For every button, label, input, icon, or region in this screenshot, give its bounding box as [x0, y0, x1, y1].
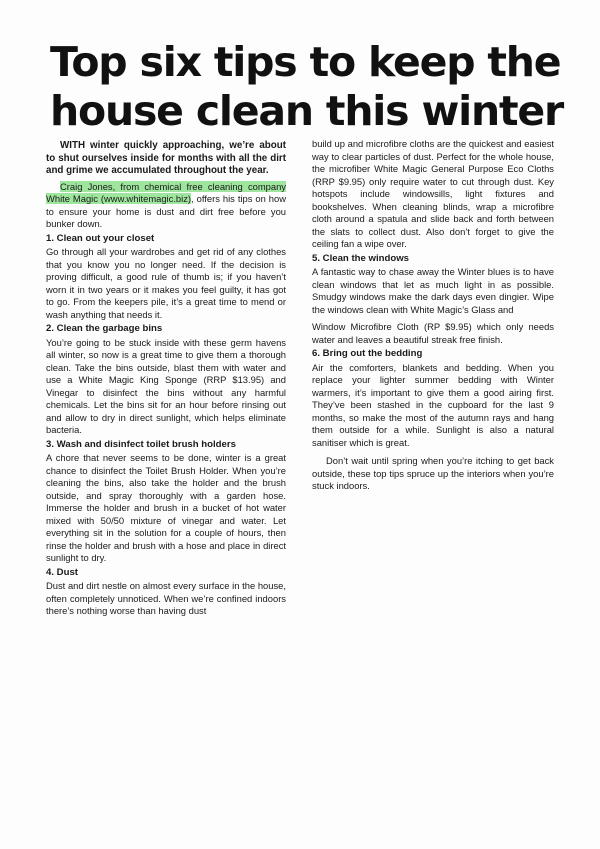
lead-paragraph — [46, 181, 286, 231]
closing-paragraph: Don’t wait until spring when you’re itching to get back outside, these top tips spruce up the interiors when you’re stuck indoors. — [312, 455, 554, 491]
column-right — [312, 138, 554, 493]
headline-line-1: Top six tips to keep the — [50, 38, 561, 86]
lead-rest: , offers his tips on how to ensure your home is dust and dirt free before you bunker down. — [46, 193, 286, 229]
section-5-body-end: Window Microfibre Cloth (RP $9.95) which only needs water and leaves a beautiful streak free finish. — [312, 321, 554, 345]
section-2-body: You’re going to be stuck inside with these germ havens all winter, so now is a great time to give them a thorough clean. Take the bins outside, blast them with water and use a White Magic King Sponge (RRP $13.95) and Vinegar to disinfect the bins without any harmful chemicals. Let the bins sit for an hour before rinsing out and allow to dry in direct sunlight, which helps eliminate bacteria. — [46, 336, 286, 435]
section-3-body: A chore that never seems to be done, winter is a great chance to disinfect the Toilet Brush Holder. When you’re cleaning the bins, also take the holder and the brush outside, and spray thoroughly with a garden hose. Immerse the holder and brush in a bucket of hot water mixed with 50/50 mixture of vinegar and water. Let everything sit in the solution for a couple of hours, then rinse the holder and brush with a hose and place in direct sunlight to dry. — [46, 452, 286, 563]
section-6-title: 6. Bring out the bedding — [312, 348, 423, 359]
column-left — [46, 140, 286, 618]
section-3-title: 3. Wash and disinfect toilet brush holders — [46, 438, 236, 450]
section-5-title: 5. Clean the windows — [312, 252, 410, 264]
intro-paragraph: WITH winter quickly approaching, we’re about to shut ourselves inside for months with all the dirt and grime we accumulated throughout the year. — [46, 140, 286, 176]
section-4-body-end: build up and microfibre cloths are the quickest and easiest way to clear particles of dust. Perfect for the whole house, the microfiber White Magic General Purpose Eco Cloths (RRP $9.95) only require water to cut through dust. Key hotspots include windowsills, light fixtures and bookshelves. When cleaning blinds, wrap a microfibre cloth around a spatula and slide back and forth between the slats to collect dust. Also don’t forget to give the ceiling fan a wipe over. — [312, 138, 554, 249]
headline — [50, 38, 580, 136]
section-1-body: Go through all your wardrobes and get rid of any clothes that you know you no longer need. If the decision is proving difficult, a good rule of thumb is; if you haven’t worn it in two years or it makes you feel guilty, it has got to go. From the keepers pile, it’s a great time to mend or wash anything that needs it. — [46, 246, 286, 320]
section-4-body-start: Dust and dirt nestle on almost every surface in the house, often completely unnoticed. When we’re confined indoors there’s nothing worse than having dust — [46, 580, 286, 616]
section-5-body-start: A fantastic way to chase away the Winter blues is to have clean windows that let as much light in as possible. Smudgy windows make the dark days even dingier. Wipe the windows clean with White Magic’s Glass and — [312, 266, 554, 315]
headline-line-2: house clean this winter — [50, 87, 563, 135]
section-2-title: 2. Clean the garbage bins — [46, 323, 163, 334]
section-4-title: 4. Dust — [46, 566, 78, 578]
highlighted-source: Craig Jones, from chemical free cleaning company White Magic (www.whitemagic.biz) — [46, 180, 286, 204]
section-1-title: 1. Clean out your closet — [46, 232, 155, 244]
section-6-body: Air the comforters, blankets and bedding. When you replace your lighter summer bedding with Winter warmers, it’s important to give them a good airing first. They’ve been stashed in the cupboard for the last 9 months, so make the most of the autumn rays and hang them outside for a while. Sunlight is also a natural sanitiser which is great. — [312, 361, 554, 448]
